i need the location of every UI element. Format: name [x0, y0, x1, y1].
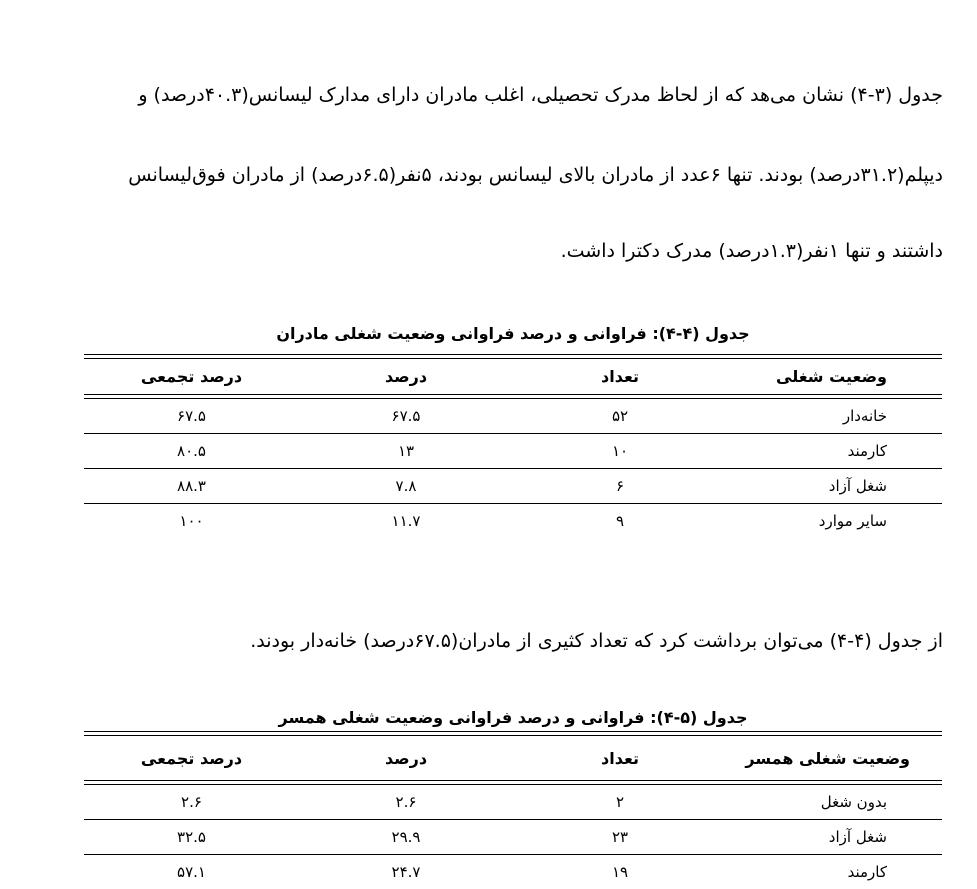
table-cell: سایر موارد: [818, 512, 887, 530]
table-cell: ۲۴.۷: [391, 863, 421, 881]
header-cell: وضعیت شغلی: [776, 367, 887, 386]
table-row: [84, 504, 942, 538]
header-cell: درصد: [384, 748, 428, 768]
table-cell: کارمند: [847, 863, 887, 881]
header-cell: تعداد: [601, 367, 639, 386]
table-cell: ۳۲.۵: [177, 828, 206, 846]
table-cell: ۱۰: [611, 442, 629, 460]
table-1-caption: جدول (۴-۴): فراوانی و درصد فراوانی وضعیت شغلی مادران: [276, 324, 750, 343]
table-cell: ۱۹: [611, 863, 629, 881]
table-2-caption: جدول (۵-۴): فراوانی و درصد فراوانی وضعیت شغلی همسر: [278, 708, 748, 727]
table-cell: ۵۷.۱: [177, 863, 206, 881]
header-cell: درصد: [384, 367, 428, 386]
table-cell: ۲.۶: [181, 793, 202, 811]
header-cell: درصد تجمعی: [140, 367, 243, 386]
header-cell: وضعیت شغلی همسر: [745, 748, 910, 768]
table-cell: ۶: [615, 477, 625, 495]
header-cell: تعداد: [601, 748, 639, 768]
table-cell: ۲: [615, 793, 625, 811]
paragraph-1-line-2: دیپلم(۳۱.۲درصد) بودند. تنها ۶عدد از مادران بالای لیسانس بودند، ۵نفر(۶.۵درصد) از مادران فوق‌لیسانس: [128, 164, 943, 186]
table-cell: ۲۹.۹: [391, 828, 421, 846]
table-cell: خانه‌دار: [842, 407, 887, 425]
table-cell: ۶۷.۵: [391, 407, 421, 425]
table-cell: ۸۸.۳: [177, 477, 206, 495]
header-cell: درصد تجمعی: [140, 748, 243, 768]
table-row: [84, 855, 942, 889]
table-cell: ۱۰۰: [179, 512, 204, 530]
table-1: [84, 354, 942, 538]
paragraph-2-line-1: از جدول (۴-۴) می‌توان برداشت کرد که تعداد کثیری از مادران(۶۷.۵درصد) خانه‌دار بودند.: [250, 630, 943, 652]
table-cell: ۱۱.۷: [391, 512, 421, 530]
table-cell: شغل آزاد: [828, 828, 887, 846]
table-cell: شغل آزاد: [828, 477, 887, 495]
table-1-header-row: [84, 359, 942, 394]
table-row: [84, 820, 942, 854]
table-cell: ۵۲: [611, 407, 629, 425]
table-cell: ۹: [615, 512, 625, 530]
table-cell: کارمند: [847, 442, 887, 460]
table-row: [84, 434, 942, 468]
table-cell: ۸۰.۵: [177, 442, 206, 460]
table-cell: ۲۳: [611, 828, 629, 846]
paragraph-1-line-3: داشتند و تنها ۱نفر(۱.۳درصد) مدرک دکترا داشت.: [560, 240, 943, 262]
table-2-header-row: [84, 736, 942, 780]
table-2: [84, 731, 942, 889]
table-row: [84, 469, 942, 503]
table-cell: ۱۳: [397, 442, 415, 460]
table-cell: ۶۷.۵: [177, 407, 206, 425]
table-row: [84, 399, 942, 433]
table-cell: ۲.۶: [395, 793, 417, 811]
table-row: [84, 785, 942, 819]
table-cell: بدون شغل: [820, 793, 887, 811]
table-cell: ۷.۸: [395, 477, 417, 495]
paragraph-1-line-1: جدول (۳-۴) نشان می‌هد که از لحاظ مدرک تحصیلی، اغلب مادران دارای مدارک لیسانس(۴۰.۳درصد) و: [138, 84, 943, 106]
